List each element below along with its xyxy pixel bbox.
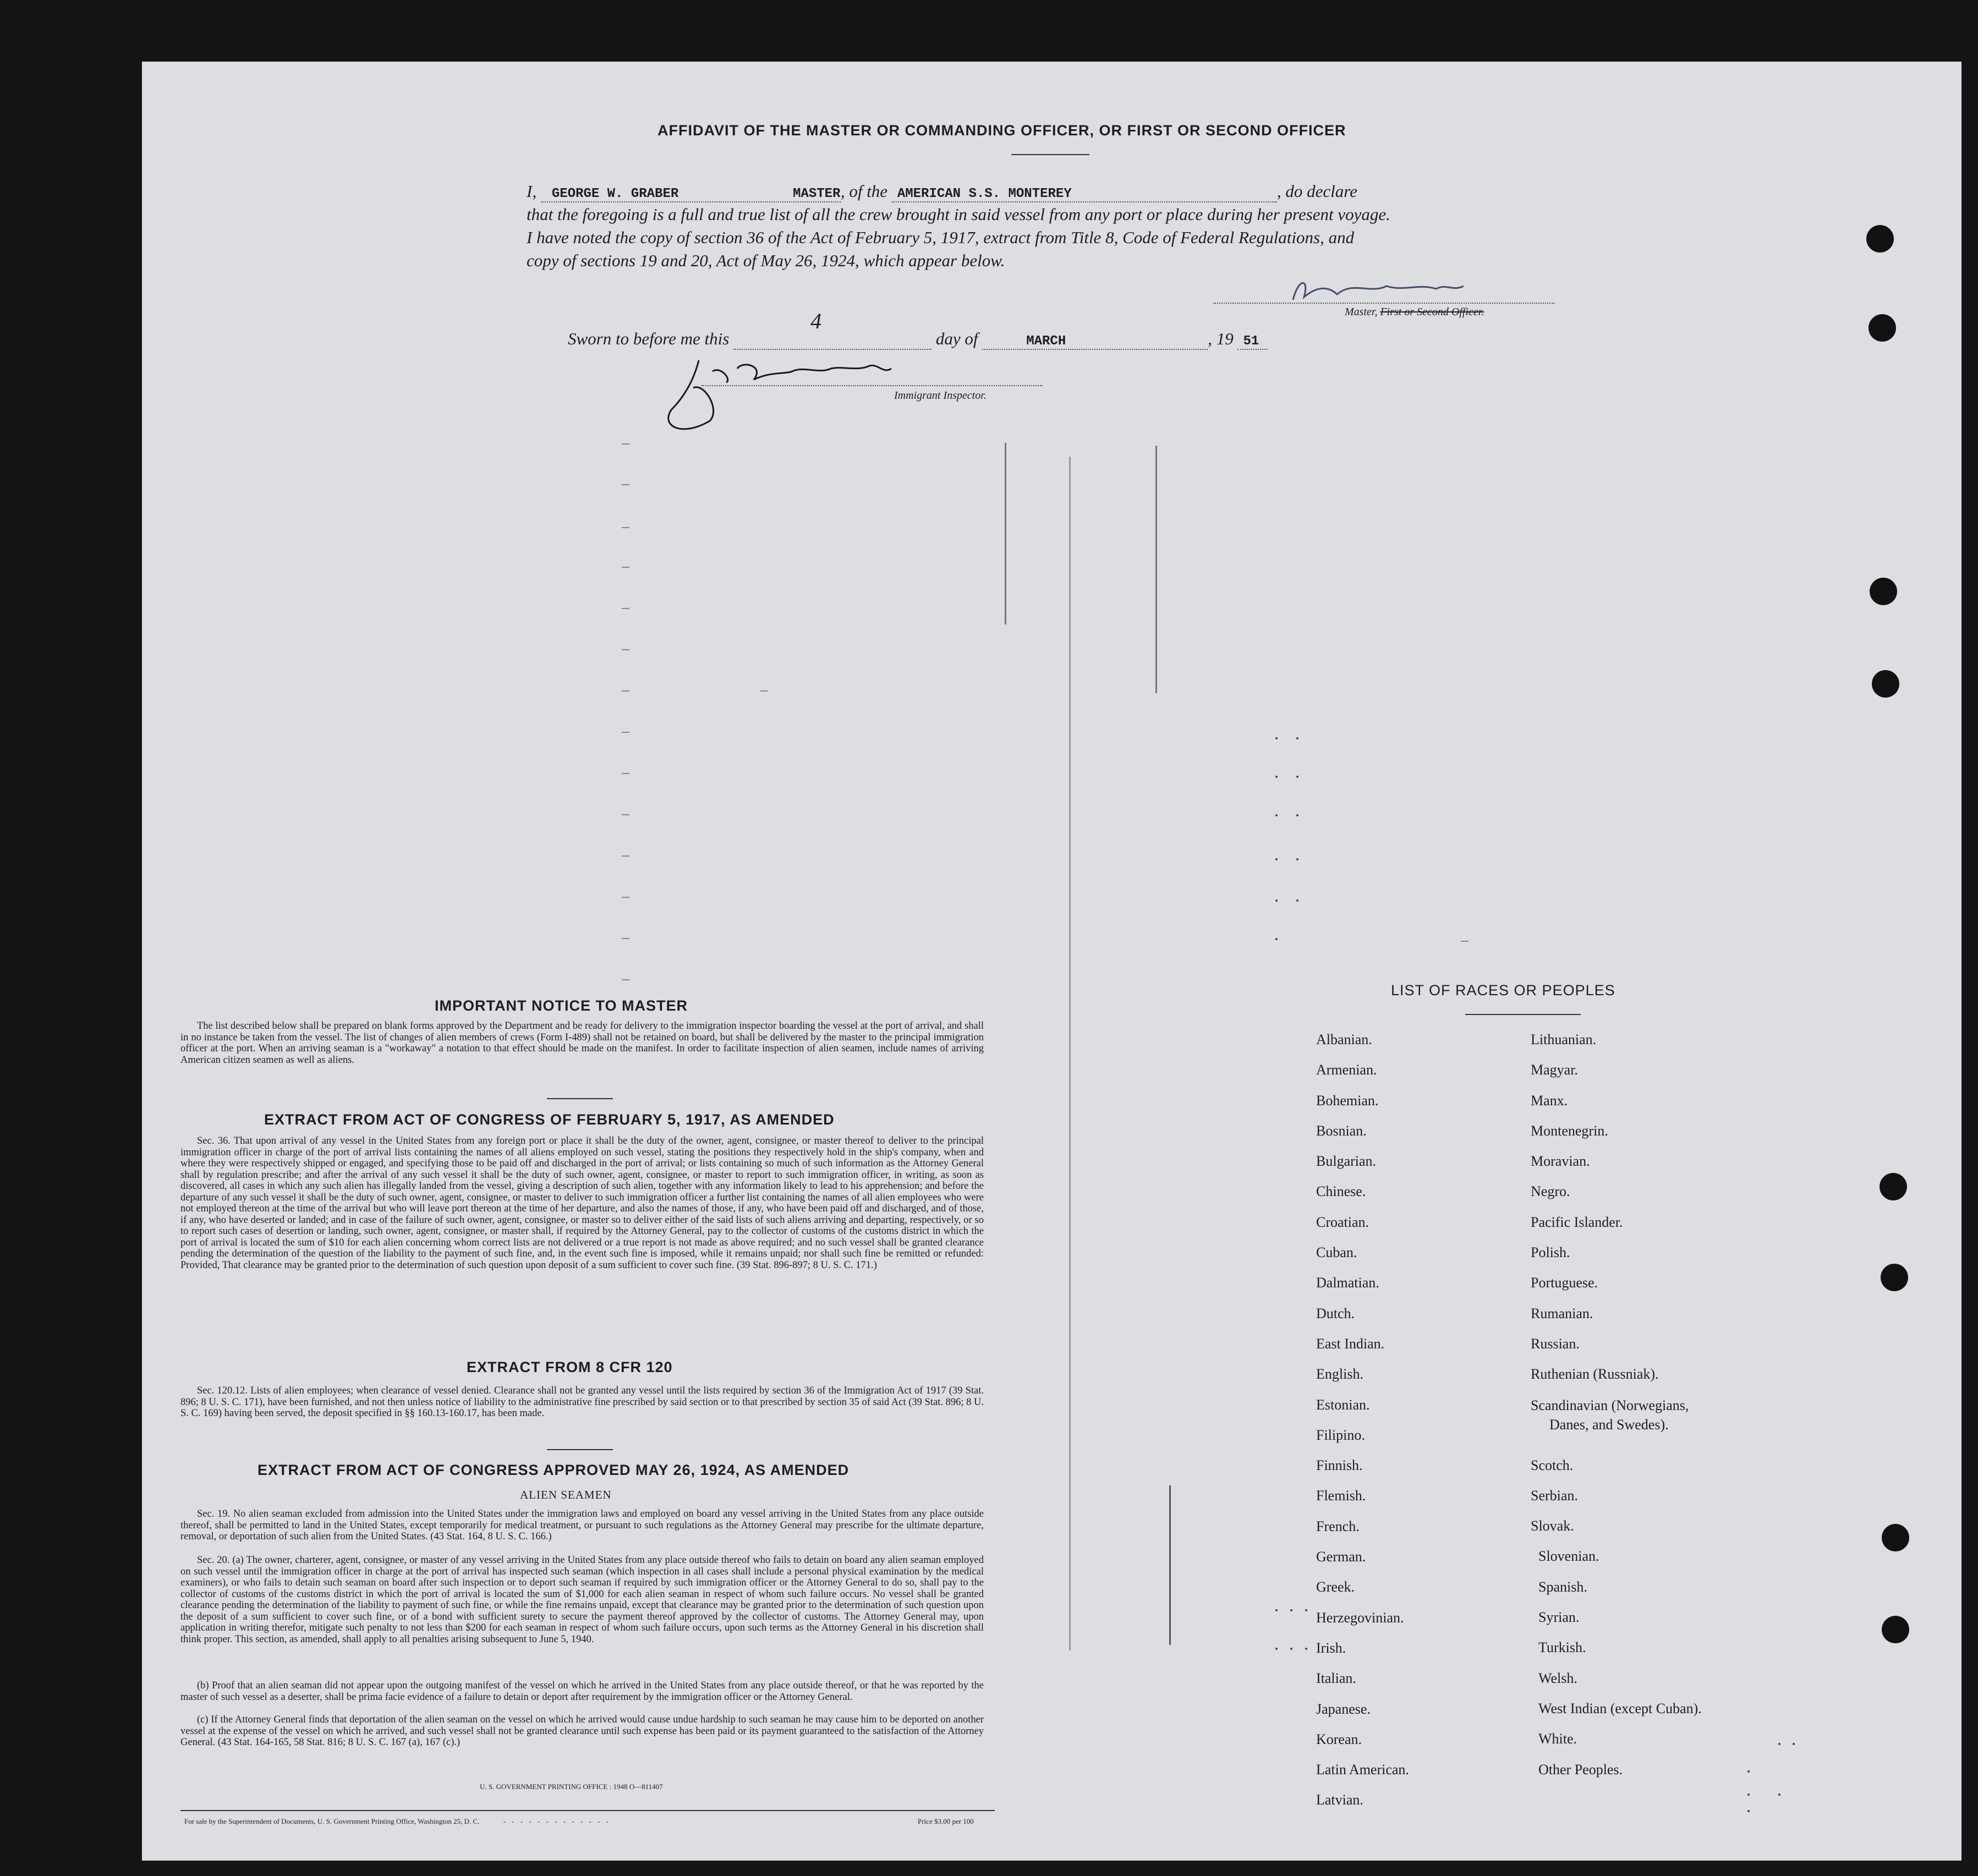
declaration-line-3: I have noted the copy of section 36 of the Act of February 5, 1917, extract from Title 8, Code of Federal Regulations, and [527, 228, 1355, 247]
race-item: Albanian. [1316, 1032, 1372, 1047]
extract-cfr-body: Sec. 120.12. Lists of alien employees; when clearance of vessel denied. Clearance shall not be granted any vessel until the lists required by section 36 of the Immigration Act of 1917 (39 Stat. 896; 8 U. S. C. 171), have been furnished, and not then unless notice of liability to the administrative fine prescribed by said section or to that prescribed by section 35 of said Act (39 Stat. 896; 8 U. S. C. 169) having been served, the deposit specified in §§ 160.13-160.17, has been made. [180, 1385, 984, 1419]
bleed-mark [622, 773, 629, 774]
bleed-mark [622, 938, 629, 939]
races-right-column [1531, 1024, 1702, 1785]
punch-hole [1872, 670, 1899, 698]
race-item: Magyar. [1531, 1062, 1578, 1078]
race-item: Turkish. [1538, 1639, 1586, 1656]
race-item: Lithuanian. [1531, 1032, 1597, 1047]
vessel-name: AMERICAN S.S. MONTEREY [897, 186, 1072, 201]
race-item: Estonian. [1316, 1396, 1370, 1413]
race-item: Dutch. [1316, 1305, 1355, 1321]
speck [1275, 899, 1278, 902]
punch-hole [1880, 1173, 1907, 1200]
alien-seamen-subheading: ALIEN SEAMEN [520, 1488, 612, 1501]
declaration-line-2: that the foregoing is a full and true list of all the crew brought in said vessel from any port or place during her present voyage. [527, 205, 1390, 224]
section-rule [547, 1449, 613, 1450]
notice-body: The list described below shall be prepared on blank forms approved by the Department and be ready for delivery to the immigration inspector boarding the vessel at the port of arrival, and shall in no instance be taken from the vessel. The list of changes of alien members of crews (Form I-489) shall not be retained on board, but shall be delivered by the master to the principal immigration officer at the port. When an arriving seaman is a "workaway" a notation to that effect should be made on the manifest. In order to facilitate inspection of alien seamen, include names of arriving American citizen seamen as well as aliens. [180, 1021, 984, 1066]
speck [1296, 737, 1298, 739]
speck [1290, 1648, 1292, 1650]
footer-price: Price $3.00 per 100 [918, 1817, 974, 1825]
speck [1296, 776, 1298, 778]
race-item: Latvian. [1316, 1792, 1363, 1808]
bleed-mark [622, 443, 629, 445]
footer-sale-text: For sale by the Superintendent of Documents, U. S. Government Printing Office, Washington 25, D. C. - - - - - - - - - - - - - [184, 1817, 611, 1825]
speck [1305, 1648, 1307, 1650]
punch-hole [1882, 1616, 1909, 1643]
race-item: Chinese. [1316, 1183, 1366, 1200]
inspector-signature [660, 349, 902, 437]
master-rank: MASTER [793, 186, 841, 201]
speck [1747, 1810, 1750, 1812]
month-value: MARCH [1026, 334, 1066, 349]
race-item: French. [1316, 1518, 1360, 1534]
sec-20c-text: (c) If the Attorney General finds that deportation of the alien seaman on the vessel on which he arrived would cause undue hardship to such seaman he may cause him to be deported on another vessel at the expense of the vessel on which he arrived, and such vessel shall not be granted clearance until such expense has been paid or its payment guaranteed to the satisfaction of the Attorney General. (43 Stat. 164-165, 58 Stat. 816; 8 U. S. C. 167 (a), 167 (c).) [180, 1714, 984, 1748]
race-item: Irish. [1316, 1639, 1346, 1656]
race-item: Spanish. [1538, 1578, 1587, 1595]
speck [1275, 938, 1278, 940]
punch-hole [1869, 314, 1896, 342]
race-item: Italian. [1316, 1670, 1356, 1687]
bleed-mark [622, 649, 629, 650]
extract-1917-heading: EXTRACT FROM ACT OF CONGRESS OF FEBRUARY 5, 1917, AS AMENDED [264, 1111, 835, 1128]
punch-hole [1882, 1524, 1909, 1551]
race-item: Croatian. [1316, 1214, 1369, 1230]
bleed-mark [1461, 941, 1469, 942]
race-item: Danes, and Swedes). [1549, 1416, 1669, 1433]
race-item: Moravian. [1531, 1153, 1590, 1170]
sec-20a-text: Sec. 20. (a) The owner, charterer, agent, consignee, or master of any vessel arriving in the United States from any place outside thereof who fails to detain on board any alien seaman employed on such vessel until the immigration officer in charge at the port of arrival has inspected such seaman (which inspection in all cases shall include a personal physical examination by the medical examiners), or who fails to detain such seaman on board after such inspection or to deport such seaman if required by such immigration officer or the Attorney General to do so, shall pay to the collector of customs of the customs district in which the port of arrival is located the sum of $1,000 for each alien seaman in respect of whom such failure occurs. No vessel shall be granted clearance pending the determination of the liability to payment of such fine, or while the fine remains unpaid, except that clearance may be granted prior to the determination of such question upon the deposit of a sum sufficient to cover such fine, or of a bond with sufficient surety to secure the payment thereof approved by the collector of customs. The Attorney General may, upon application in writing therefor, mitigate such penalty to not less than $200 for each seaman in respect of whom such failure occurs, upon such terms as the Attorney General in his discretion shall think proper. This section, as amended, shall apply to all penalties arising subsequent to June 5, 1940. [180, 1555, 984, 1645]
race-item: Scandinavian (Norwegians, [1531, 1397, 1689, 1413]
race-item: Welsh. [1538, 1670, 1577, 1686]
race-item: Russian. [1531, 1335, 1580, 1352]
sec-20b-text: (b) Proof that an alien seaman did not appear upon the outgoing manifest of the vessel on which he arrived in the United States from any place outside thereof, or that he was reported by the master of such vessel as a deserter, shall be prima facie evidence of a failure to detain or deport after requirement by the immigration officer or the Attorney General. [180, 1680, 984, 1703]
speck [1747, 1793, 1750, 1796]
bleed-mark [622, 814, 629, 815]
race-item: Pacific Islander. [1531, 1214, 1623, 1230]
race-item: Greek. [1316, 1579, 1355, 1595]
extract-1917-body: Sec. 36. That upon arrival of any vessel in the United States from any foreign port or place it shall be the duty of the owner, agent, consignee, or master thereof to deliver to the principal immigration officer in charge of the port of arrival lists containing the names of all aliens employed on such vessel, stating the positions they respectively hold in the ship's company, when and where they were respectively shipped or engaged, and specifying those to be paid off and discharged in the port of arrival; or lists containing so much of such information as the Attorney General shall by regulation prescribe; and after the arrival of any such vessel it shall be the duty of such owner, agent, consignee, or master to report to such immigration officer, in writing, as soon as discovered, all cases in which any such alien has illegally landed from the vessel, giving a description of such alien, together with any information likely to lead to his apprehension; and before the departure of any such vessel it shall be the duty of such owner, agent, consignee, or master to deliver to such immigration officer a further list containing the names of all alien employees who were not employed thereon at the time of the arrival but who will leave port thereon at the time of her departure, and also the names of those, if any, who have been paid off and discharged, and of those, if any, who have deserted or landed; and in case of the failure of such owner, agent, consignee, or master so to deliver either of the said lists of such aliens arriving and departing, respectively, or so to report such cases of desertion or landing, such owner, agent, consignee, or master shall, if required by the Attorney General, pay to the collector of customs of the customs district in which the port of arrival is located the sum of $10 for each alien concerning whom correct lists are not delivered or a true report is not made as above required; and no such vessel shall be granted clearance pending the determination of the question of the liability to the payment of such fine, and, in the event such fine is imposed, while it remains unpaid; nor shall such fine be remitted or refunded: Provided, That clearance may be granted prior to the determination of such question upon deposit of a sum sufficient to cover such fine. (39 Stat. 896-897; 8 U. S. C. 171.) [180, 1136, 984, 1271]
bleed-line [1069, 457, 1071, 1650]
punch-hole [1870, 578, 1897, 605]
race-item: Montenegrin. [1531, 1122, 1608, 1139]
year-value: 51 [1243, 334, 1259, 349]
title-rule [1011, 154, 1089, 155]
pronoun: I, [527, 182, 537, 201]
race-item: Polish. [1531, 1244, 1570, 1261]
race-item: Cuban. [1316, 1244, 1357, 1261]
speck [1275, 737, 1278, 739]
bleed-mark [622, 567, 629, 568]
speck [1290, 1609, 1292, 1611]
speck [1275, 858, 1278, 860]
notice-heading: IMPORTANT NOTICE TO MASTER [435, 997, 688, 1014]
bleed-line [1005, 443, 1006, 624]
speck [1275, 1609, 1278, 1611]
race-item: Korean. [1316, 1731, 1362, 1747]
race-item: White. [1538, 1731, 1577, 1747]
speck [1275, 814, 1278, 816]
race-item: Slovak. [1531, 1518, 1574, 1534]
day-of-text: day of [935, 329, 978, 348]
bleed-mark [622, 979, 629, 980]
race-item: Japanese. [1316, 1701, 1371, 1717]
bleed-mark [760, 690, 768, 692]
bleed-mark [622, 897, 629, 898]
race-item: English. [1316, 1366, 1363, 1383]
master-name: GEORGE W. GRABER [551, 186, 679, 201]
speck [1296, 814, 1298, 816]
race-item: East Indian. [1316, 1335, 1385, 1352]
race-item: Bulgarian. [1316, 1153, 1377, 1170]
struck-officer-title: First or Second Officer. [1380, 306, 1484, 318]
speck [1778, 1743, 1780, 1745]
declaration-line-1 [527, 182, 1357, 202]
race-item: Flemish. [1316, 1488, 1366, 1504]
race-item: Negro. [1531, 1183, 1570, 1200]
sworn-label: Sworn to before me this [568, 329, 730, 348]
speck [1296, 899, 1298, 902]
race-item: Scotch. [1531, 1457, 1574, 1473]
race-item: Finnish. [1316, 1457, 1363, 1474]
punch-hole [1881, 1264, 1908, 1291]
gpo-imprint: U. S. GOVERNMENT PRINTING OFFICE : 1948 O—811407 [480, 1782, 663, 1791]
bleed-mark [622, 608, 629, 609]
punch-hole [1866, 225, 1894, 253]
race-item: Other Peoples. [1538, 1761, 1623, 1778]
race-item: Serbian. [1531, 1487, 1578, 1504]
speck [1793, 1743, 1795, 1745]
race-item: Manx. [1531, 1092, 1568, 1109]
inspector-signature-line [702, 385, 1043, 386]
bleed-line [1155, 446, 1157, 693]
race-item: Dalmatian. [1316, 1275, 1379, 1291]
bleed-mark [622, 855, 629, 857]
of-the-text: , of the [840, 182, 888, 201]
declaration-line-4: copy of sections 19 and 20, Act of May 26, 1924, which appear below. [527, 251, 1005, 270]
race-item: Armenian. [1316, 1062, 1377, 1078]
race-item: Bohemian. [1316, 1092, 1379, 1109]
race-item: Rumanian. [1531, 1305, 1593, 1321]
bleed-mark [622, 732, 629, 733]
race-item: Portuguese. [1531, 1275, 1598, 1291]
race-item: Syrian. [1538, 1609, 1580, 1626]
extract-cfr-heading: EXTRACT FROM 8 CFR 120 [467, 1359, 673, 1375]
bleed-line [1169, 1485, 1171, 1645]
speck [1747, 1770, 1750, 1773]
bleed-mark [622, 690, 629, 692]
races-heading: LIST OF RACES OR PEOPLES [1391, 982, 1615, 999]
bleed-mark [622, 527, 629, 528]
races-left-column [1316, 1024, 1409, 1815]
affidavit-title: AFFIDAVIT OF THE MASTER OR COMMANDING OFFICER, OR FIRST OR SECOND OFFICER [657, 122, 1346, 139]
signature-caption: Master, First or Second Officer. [1345, 306, 1484, 318]
bleed-mark [622, 484, 629, 485]
inspector-caption: Immigrant Inspector. [894, 390, 987, 402]
race-item: Ruthenian (Russniak). [1531, 1366, 1659, 1383]
day-value: 4 [810, 309, 822, 333]
race-item: Herzegovinian. [1316, 1609, 1404, 1626]
race-item: Filipino. [1316, 1427, 1365, 1443]
speck [1275, 1648, 1278, 1650]
section-rule [547, 1098, 613, 1099]
do-declare-text: , do declare [1276, 182, 1357, 201]
sec-19-text: Sec. 19. No alien seaman excluded from admission into the United States under the immigration laws and employed on board any vessel arriving in the United States from any place outside thereof, shall be permitted to land in the United States, except temporarily for medical treatment, or pursuant to such regulations as the Attorney General may prescribe for the ultimate departure, removal, or deportation of such alien from the United States. (43 Stat. 164, 8 U. S. C. 166.) [180, 1509, 984, 1542]
master-signature [1287, 272, 1469, 311]
speck [1296, 858, 1298, 860]
race-item: German. [1316, 1549, 1366, 1565]
master-signature-line [1213, 303, 1554, 304]
year-prefix: , 19 [1208, 329, 1234, 348]
races-heading-rule [1465, 1014, 1581, 1015]
race-item: Bosnian. [1316, 1122, 1367, 1139]
race-item: Slovenian. [1538, 1548, 1599, 1565]
speck [1305, 1609, 1307, 1611]
extract-1924-heading: EXTRACT FROM ACT OF CONGRESS APPROVED MAY 26, 1924, AS AMENDED [257, 1462, 850, 1478]
footer-rule [180, 1810, 995, 1811]
sworn-line [568, 309, 1268, 350]
race-item: Latin American. [1316, 1762, 1409, 1778]
speck [1275, 776, 1278, 778]
speck [1778, 1793, 1780, 1796]
race-item: West Indian (except Cuban). [1538, 1700, 1702, 1716]
